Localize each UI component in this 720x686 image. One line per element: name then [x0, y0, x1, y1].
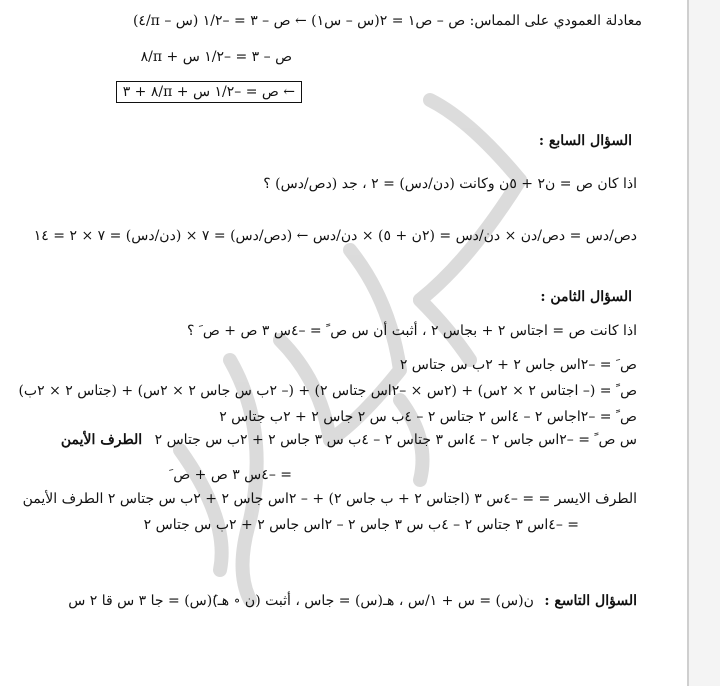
q8-text: اذا كانت ص = اجتاس ٢ + بجاس ٢ ، أثبت أن س ص ً = –٤س ٣ ص + ص َ ؟	[186, 323, 637, 339]
q8-step-1: ص َ = –٢اس جاس ٢ + ٢ب س جتاس ٢	[399, 357, 637, 373]
q8-title: السؤال الثامن :	[540, 289, 632, 305]
q8-step-3: ص ً = –٢اجاس ٢ – ٤اس ٢ جتاس ٢ – ٤ب س ٢ جاس ٢ + ٢ب جتاس ٢	[219, 409, 637, 425]
normal-line-equation: معادلة العمودي على المماس: ص – ص١ = ٢(س – س١) ← ص – ٣ = –١/٢ (س – π/٤)	[132, 13, 642, 29]
q9-text: ن(س) = س + ١/س ، هـ(س) = جاس ، أثبت (ن ∘ هـ)َ(س) = جا ٣ س قا ٢ س	[68, 593, 534, 609]
q7-text: اذا كان ص = ن٢ + ٥ن وكانت (دن/دس) = ٢ ، جد (دص/دس) ؟	[263, 176, 637, 192]
viewer-gutter	[689, 0, 720, 686]
q8-step-2: ص ً = (– اجتاس ٢ × ٢س) + (٢س × –٢اس جتاس ٢) + (– ٢ب س جاس ٢ × ٢س) + (جتاس ٢ × ٢ب)	[18, 383, 637, 399]
equation-step-2: ص – ٣ = –١/٢ س + π/٨	[140, 49, 292, 65]
equation-step-3-boxed	[116, 83, 302, 101]
q9-title: السؤال التاسع :	[544, 593, 637, 609]
q7-solution: دص/دس = دص/دن × دن/دس = (٢ن + ٥) × دن/دس ← (دص/دس) = ٧ × (دن/دس) = ٧ × ٢ = ١٤	[33, 228, 637, 244]
q7-title: السؤال السابع :	[538, 133, 632, 149]
boxed-result: ← ص = –١/٢ س + π/٨ + ٣	[116, 81, 302, 103]
q8-step-6: الطرف الايسر = = –٤س ٣ (اجتاس ٢ + ب جاس ٢) + – ٢اس جاس ٢ + ٢ب س جتاس ٢ الطرف الأيمن	[22, 491, 637, 507]
q8-step-4-equation: س ص ً = –٢اس جاس ٢ – ٤اس ٣ جتاس ٢ – ٤ب س ٣ جاس ٢ + ٢ب س جتاس ٢	[154, 432, 637, 448]
q9-line	[68, 592, 637, 610]
q8-step-7: = –٤اس ٣ جتاس ٢ – ٤ب س ٣ جاس ٢ – ٢اس جاس ٢ + ٢ب س جتاس ٢	[143, 517, 579, 533]
q8-step-5: = –٤س ٣ ص + ص َ	[169, 467, 292, 483]
q8-step-4	[61, 431, 637, 449]
right-side-label: الطرف الأيمن	[60, 432, 143, 448]
